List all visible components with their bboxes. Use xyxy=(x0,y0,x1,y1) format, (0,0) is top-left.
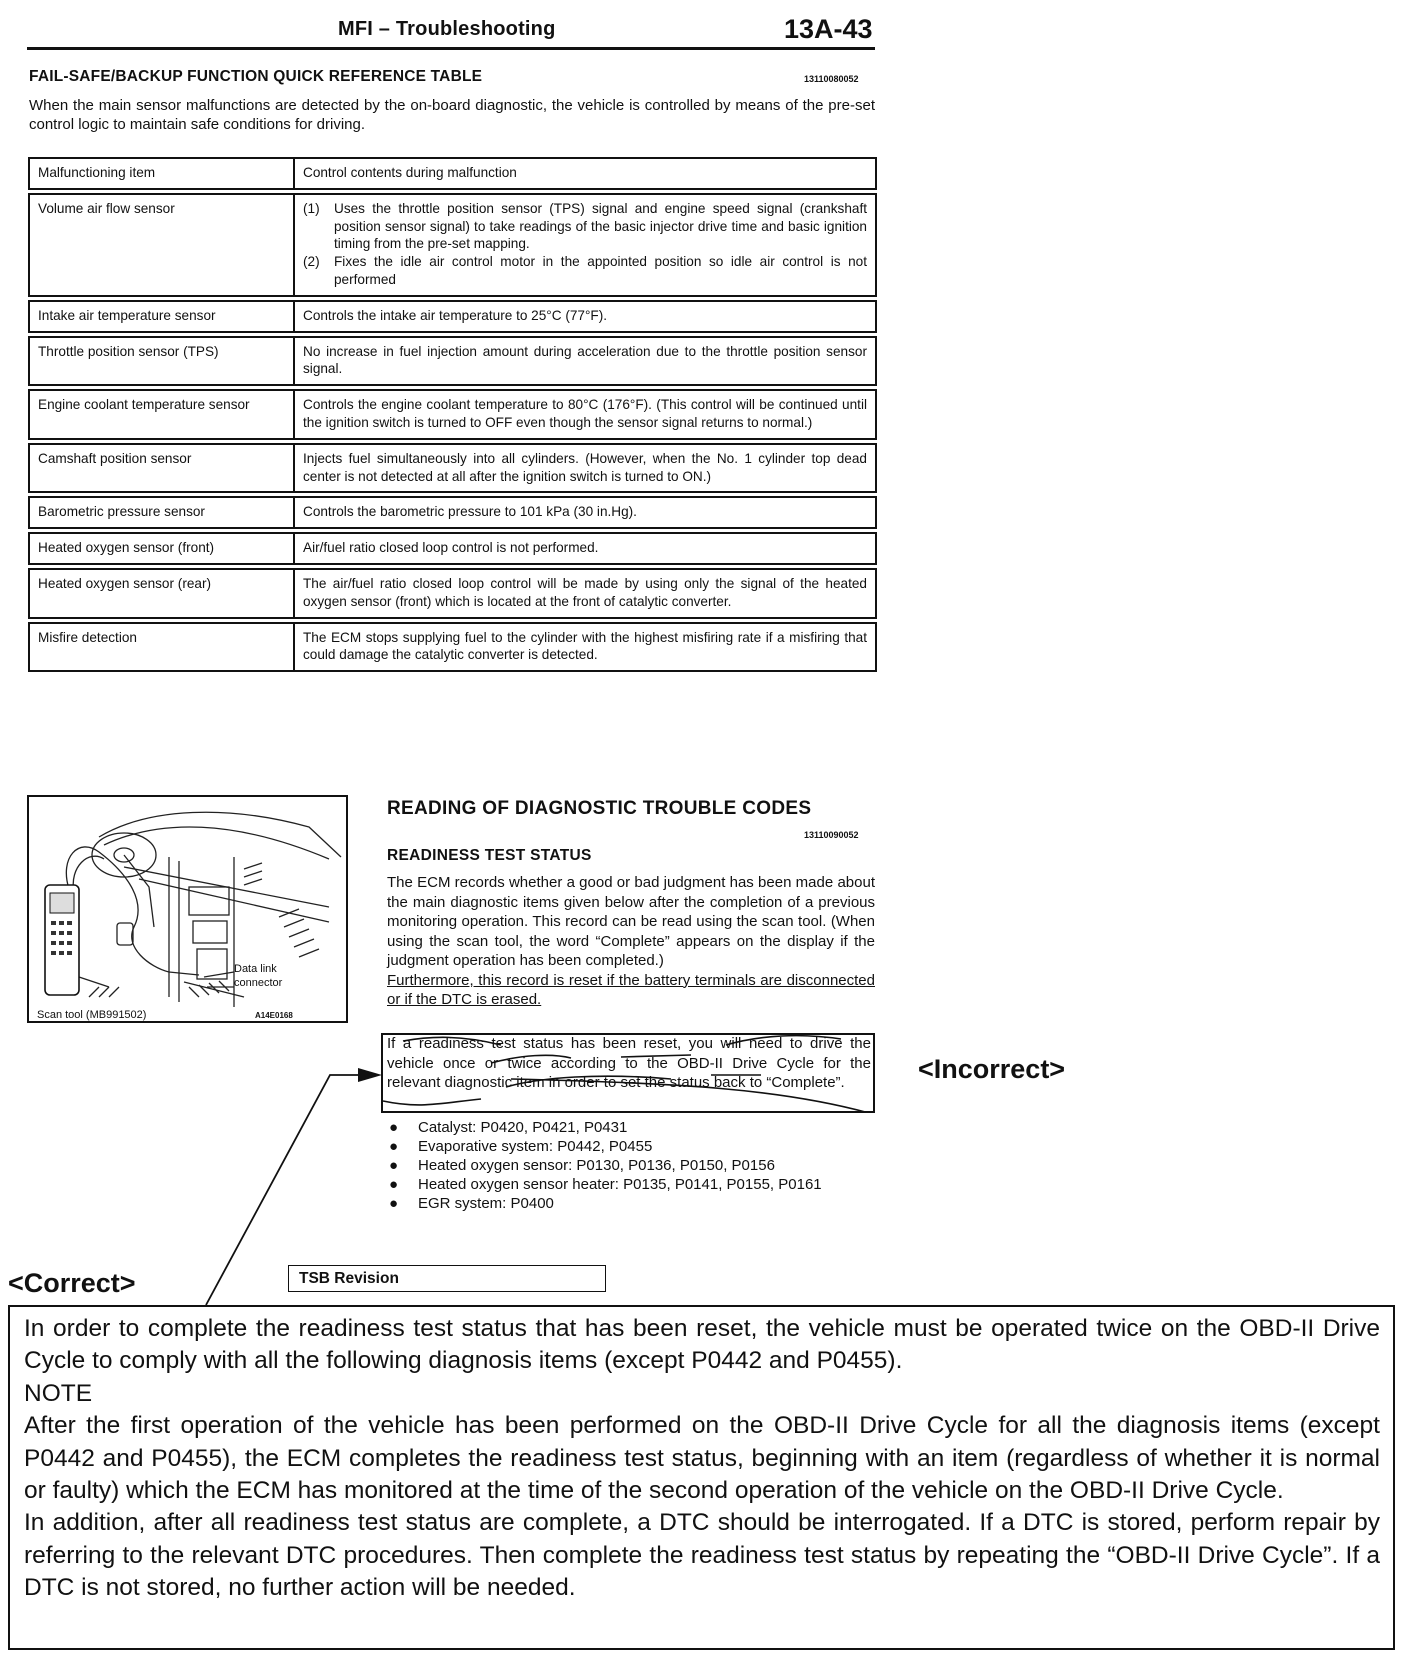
list-item: ● Evaporative system: P0442, P0455 xyxy=(389,1138,653,1155)
table-cell-control: The air/fuel ratio closed loop control will be made by using only the signal of the heated oxygen sensor (front) which is located at the front of catalytic converter. xyxy=(294,569,876,618)
table-row xyxy=(29,444,876,493)
readiness-body-text: The ECM records whether a good or bad judgment has been made about the main diagnostic items given below after the completion of a previous monitoring operation. This record can be read using the scan tool. (When using the scan tool, the word “Complete” appears on the display if the judgment operation has been completed.) xyxy=(387,874,875,969)
list-item: ● Heated oxygen sensor heater: P0135, P0141, P0155, P0161 xyxy=(389,1176,822,1193)
arrow-head-icon xyxy=(358,1068,382,1082)
table-cell-item: Misfire detection xyxy=(29,623,294,672)
table-cell-item: Heated oxygen sensor (rear) xyxy=(29,569,294,618)
correction-paragraph: In order to complete the readiness test status that has been reset, the vehicle must be operated twice on the OBD-II Drive Cycle to comply with all the following diagnosis items (except P0442 and P0455). xyxy=(24,1315,1380,1375)
correction-note-label: NOTE xyxy=(24,1379,93,1407)
correction-paragraph: In addition, after all readiness test status are complete, a DTC should be interrogated. If a DTC is stored, perform repair by referring to the relevant DTC procedures. Then complete the readiness test status by repeating the “OBD-II Drive Cycle”. If a DTC is not stored, no further action will be needed. xyxy=(24,1509,1380,1602)
list-item: ● Heated oxygen sensor: P0130, P0136, P0150, P0156 xyxy=(389,1157,775,1174)
table-cell-item: Barometric pressure sensor xyxy=(29,497,294,528)
table-header-row xyxy=(29,158,876,189)
table-cell-control: Injects fuel simultaneously into all cylinders. (However, when the No. 1 cylinder top dead center is not detected at all after the ignition switch is turned to ON.) xyxy=(294,444,876,493)
scan-tool-illustration xyxy=(27,795,348,1023)
table-header-control: Control contents during malfunction xyxy=(294,158,876,189)
table-cell-control: Controls the engine coolant temperature to 80°C (176°F). (This control will be continued until the ignition switch is turned to OFF even though the sensor signal returns to normal.) xyxy=(294,390,876,439)
readiness-body xyxy=(387,873,875,1010)
bullet-glyph: ● xyxy=(389,1176,399,1193)
failsafe-title: FAIL-SAFE/BACKUP FUNCTION QUICK REFERENCE TABLE xyxy=(29,68,483,85)
table-row xyxy=(29,533,876,564)
correction-box xyxy=(8,1305,1395,1650)
table-cell-item: Intake air temperature sensor xyxy=(29,301,294,332)
dashboard-drawing xyxy=(29,797,346,1021)
table-cell-control: No increase in fuel injection amount during acceleration due to the throttle position sensor signal. xyxy=(294,337,876,386)
failsafe-table xyxy=(28,157,877,672)
page-header-title: MFI – Troubleshooting xyxy=(338,18,556,40)
table-cell-control xyxy=(294,194,876,296)
table-header-item: Malfunctioning item xyxy=(29,158,294,189)
readiness-body-text-2: Furthermore, this record is reset if the battery terminals are disconnected or if the DTC is erased. xyxy=(387,971,875,1008)
failsafe-code: 13110080052 xyxy=(804,74,859,84)
list-text: Fixes the idle air control motor in the appointed position so idle air control is not performed xyxy=(334,254,867,287)
table-cell-control: Controls the barometric pressure to 101 kPa (30 in.Hg). xyxy=(294,497,876,528)
label-scan-tool: Scan tool (MB991502) xyxy=(37,1009,147,1021)
bullet-glyph: ● xyxy=(389,1119,399,1136)
figure-code: A14E0168 xyxy=(255,1011,293,1020)
list-text: Uses the throttle position sensor (TPS) signal and engine speed signal (crankshaft position sensor signal) to take readings of the basic injector drive time and basic ignition timing from the pre-set mapping. xyxy=(334,200,867,252)
incorrect-text: If a readiness test status has been reset, you will need to drive the vehicle once or twice according to the OBD-II Drive Cycle for the relevant diagnostic item in order to set the status back to “Complete”. xyxy=(387,1035,871,1091)
table-row xyxy=(29,194,876,296)
table-cell-item: Camshaft position sensor xyxy=(29,444,294,493)
header-rule xyxy=(27,47,875,50)
table-cell-item: Throttle position sensor (TPS) xyxy=(29,337,294,386)
bullet-glyph: ● xyxy=(389,1195,399,1212)
diagnostic-item-list xyxy=(386,1118,876,1213)
readiness-subtitle: READINESS TEST STATUS xyxy=(387,847,592,864)
correct-label: <Correct> xyxy=(8,1268,136,1298)
table-row xyxy=(29,337,876,386)
table-cell-control: Air/fuel ratio closed loop control is not performed. xyxy=(294,533,876,564)
table-row xyxy=(29,623,876,672)
list-item: ● EGR system: P0400 xyxy=(389,1195,554,1212)
label-connector: connector xyxy=(234,977,283,989)
label-data-link: Data link xyxy=(234,963,277,975)
scan-tool-device xyxy=(45,885,79,995)
list-item: ● Catalyst: P0420, P0421, P0431 xyxy=(389,1119,628,1136)
bullet-glyph: ● xyxy=(389,1157,399,1174)
table-row xyxy=(29,569,876,618)
list-number: (1) xyxy=(303,200,320,216)
reading-title: READING OF DIAGNOSTIC TROUBLE CODES xyxy=(387,798,812,819)
correction-paragraph: After the first operation of the vehicle has been performed on the OBD-II Drive Cycle for all the diagnosis items (except P0442 and P0455), the ECM completes the readiness test status, beginning with an item (regardless of whether it is normal or faulty) which the ECM has monitored at the time of the second operation of the vehicle on the OBD-II Drive Cycle. xyxy=(24,1412,1380,1505)
tsb-revision-box: TSB Revision xyxy=(288,1265,606,1292)
table-row xyxy=(29,301,876,332)
table-row xyxy=(29,497,876,528)
table-row xyxy=(29,390,876,439)
failsafe-intro: When the main sensor malfunctions are detected by the on-board diagnostic, the vehicle is controlled by means of the pre-set control logic to maintain safe conditions for driving. xyxy=(29,97,875,133)
bullet-glyph: ● xyxy=(389,1138,399,1155)
table-cell-item: Engine coolant temperature sensor xyxy=(29,390,294,439)
reading-code: 13110090052 xyxy=(804,830,859,840)
table-cell-item: Volume air flow sensor xyxy=(29,194,294,296)
table-cell-control: Controls the intake air temperature to 25°C (77°F). xyxy=(294,301,876,332)
incorrect-label: <Incorrect> xyxy=(918,1054,1066,1084)
list-number: (2) xyxy=(303,254,320,270)
table-cell-control: The ECM stops supplying fuel to the cylinder with the highest misfiring rate if a misfiring that could damage the catalytic converter is detected. xyxy=(294,623,876,672)
page-number: 13A-43 xyxy=(784,14,873,44)
table-cell-item: Heated oxygen sensor (front) xyxy=(29,533,294,564)
